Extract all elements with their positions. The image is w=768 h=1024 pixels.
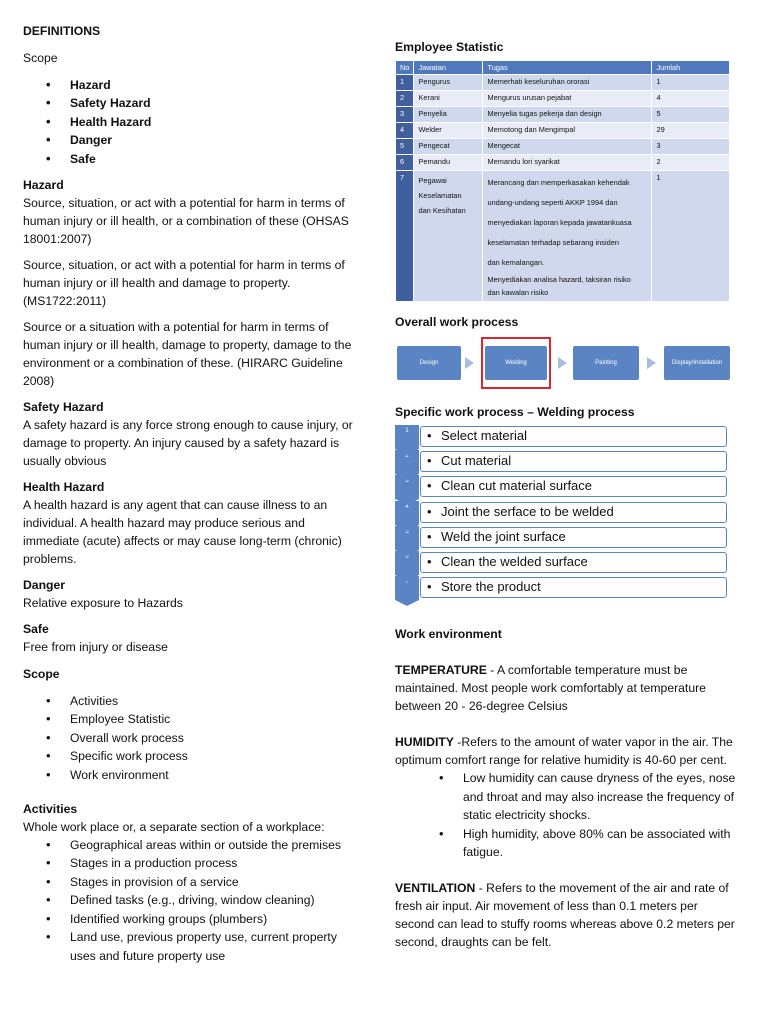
table-row (396, 123, 730, 139)
cell-line: dan kawalan risiko (487, 288, 549, 297)
cell-jumlah: 5 (652, 107, 730, 123)
list-item: • Danger (70, 131, 363, 149)
humidity-label: HUMIDITY (395, 735, 454, 750)
step-label: • Store the product (420, 577, 727, 598)
work-environment-title: Work environment (395, 627, 502, 642)
overall-work-process-title: Overall work process (395, 315, 519, 329)
header-no: No (396, 61, 414, 75)
arrow-right-icon (558, 357, 567, 369)
step-number: 1 (395, 425, 419, 449)
process-step-display: Display/Installation (664, 346, 730, 380)
list-item: • Specific work process (70, 747, 363, 765)
right-column (395, 38, 740, 951)
cell-jumlah: 29 (652, 123, 730, 139)
list-item: • Health Hazard (70, 113, 363, 131)
table-row (396, 75, 730, 91)
list-item (395, 450, 740, 475)
humidity-paragraph (395, 733, 740, 769)
hazard-definition-2: Source, situation, or act with a potential for harm in terms of human injury or ill health and damage to property. (MS1722:2011) (23, 258, 345, 309)
cell-tugas: Memotong dan Mengimpal (483, 123, 652, 139)
temperature-paragraph (395, 661, 740, 715)
cell-no: 3 (396, 107, 414, 123)
cell-jumlah: 1 (652, 75, 730, 91)
hazard-title: Hazard (23, 178, 64, 193)
cell-tugas (483, 171, 652, 302)
scope2-list (23, 692, 363, 784)
table-row (396, 171, 730, 302)
list-item (395, 526, 740, 551)
arrow-right-icon (465, 357, 474, 369)
cell-jumlah: 3 (652, 139, 730, 155)
cell-no: 2 (396, 91, 414, 107)
employee-statistic-title: Employee Statistic (395, 40, 504, 54)
list-item: • Work environment (70, 766, 363, 784)
list-item: • High humidity, above 80% can be associated with fatigue. (463, 825, 740, 862)
step-label: • Clean cut material surface (420, 476, 727, 497)
cell-line: Keselamatan (418, 191, 462, 200)
step-number: 2 (395, 450, 419, 474)
specific-work-process-title: Specific work process – Welding process (395, 405, 635, 419)
cell-tugas: Mengecat (483, 139, 652, 155)
list-item: • Safe (70, 150, 363, 168)
safety-hazard-title: Safety Hazard (23, 400, 104, 415)
cell-jawatan (414, 171, 483, 302)
cell-line: Menyediakan analisa hazard, taksiran risiko (487, 275, 631, 284)
danger-text: Relative exposure to Hazards (23, 596, 183, 611)
cell-no: 7 (396, 171, 414, 302)
table-row (396, 139, 730, 155)
step-number: 7 (395, 576, 419, 600)
list-item: • Low humidity can cause dryness of the eyes, nose and throat and may also increase the frequency of static electricity shocks. (463, 769, 740, 824)
scope-title: Scope (23, 51, 58, 65)
list-item: • Safety Hazard (70, 94, 363, 112)
cell-tugas: Menyelia tugas pekerja dan design (483, 107, 652, 123)
step-label: • Select material (420, 426, 727, 447)
activities-title: Activities (23, 802, 78, 817)
cell-line: Pegawai (418, 176, 447, 185)
cell-no: 6 (396, 155, 414, 171)
cell-line: dan Kesihatan (418, 206, 466, 215)
cell-jawatan: Penyelia (414, 107, 483, 123)
arrow-right-icon (647, 357, 656, 369)
cell-line: keselamatan terhadap sebarang insiden (487, 238, 619, 247)
ventilation-paragraph (395, 879, 740, 951)
humidity-list (395, 769, 740, 861)
list-item: • Land use, previous property use, current property uses and future property use (70, 928, 363, 965)
hazard-definition-1: Source, situation, or act with a potential for harm in terms of human injury or ill health, or a combination of these (OHSAS 18001:2007) (23, 196, 349, 247)
process-step-painting: Painting (573, 346, 639, 380)
cell-jumlah: 4 (652, 91, 730, 107)
cell-line: dan kemalangan. (487, 258, 545, 267)
hazard-definition-3: Source or a situation with a potential for harm in terms of human injury or ill health, damage to property, damage to the environment or a combination of these. (HIRARC Guideline 2008) (23, 320, 352, 389)
ventilation-label: VENTILATION (395, 881, 476, 896)
list-item: • Activities (70, 692, 363, 710)
table-header-row (396, 61, 730, 75)
health-hazard-title: Health Hazard (23, 480, 105, 495)
danger-title: Danger (23, 578, 65, 593)
humidity-text: -Refers to the amount of water vapor in the air. The optimum comfort range for relative humidity is 40-60 per cent. (395, 735, 733, 768)
safety-hazard-text: A safety hazard is any force strong enough to cause injury, or damage to property. An injury caused by a safety hazard is usually obvious (23, 418, 353, 469)
header-jumlah: Jumlah (652, 61, 730, 75)
scope2-title: Scope (23, 667, 60, 682)
step-label: • Clean the welded surface (420, 552, 727, 573)
cell-tugas: Memandu lori syarikat (483, 155, 652, 171)
definitions-title: DEFINITIONS (23, 24, 101, 38)
health-hazard-text: A health hazard is any agent that can cause illness to an individual. A health hazard may produce serious and immediate (acute) affects or may cause long-term (chronic) problems. (23, 498, 342, 567)
cell-jawatan: Pengecat (414, 139, 483, 155)
welding-steps (395, 425, 740, 601)
activities-list (23, 836, 363, 965)
cell-line: Merancang dan memperkasakan kehendak (487, 178, 630, 187)
employee-table (395, 60, 730, 302)
cell-jawatan: Kerani (414, 91, 483, 107)
cell-jawatan: Pemandu (414, 155, 483, 171)
cell-jawatan: Welder (414, 123, 483, 139)
step-number: 3 (395, 475, 419, 499)
left-column (23, 22, 363, 965)
cell-tugas: Mengurus urusan pejabat (483, 91, 652, 107)
scope-list (23, 76, 363, 168)
list-item: • Stages in a production process (70, 854, 363, 872)
list-item (395, 425, 740, 450)
step-label: • Joint the serface to be welded (420, 502, 727, 523)
cell-jawatan: Pengurus (414, 75, 483, 91)
table-row (396, 91, 730, 107)
list-item: • Overall work process (70, 729, 363, 747)
step-number: 6 (395, 551, 419, 575)
list-item (395, 501, 740, 526)
list-item: • Identified working groups (plumbers) (70, 910, 363, 928)
overall-process-diagram (395, 337, 740, 395)
table-row (396, 107, 730, 123)
list-item (395, 551, 740, 576)
table-row (396, 155, 730, 171)
step-number: 5 (395, 526, 419, 550)
safe-title: Safe (23, 622, 49, 637)
process-step-design: Design (397, 346, 461, 380)
ventilation-text: - Refers to the movement of the air and rate of fresh air input. Air movement of less than 0.1 meters per second can lead to stuffy rooms whereas above 0.2 meters per second, draughts can be felt. (395, 881, 735, 950)
temperature-text: - A comfortable temperature must be maintained. Most people work comfortably at temperature between 20 - 26-degree Celsius (395, 663, 706, 714)
safe-text: Free from injury or disease (23, 640, 168, 655)
list-item (395, 475, 740, 500)
cell-jumlah: 2 (652, 155, 730, 171)
list-item (395, 576, 740, 601)
cell-no: 5 (396, 139, 414, 155)
cell-line: menyediakan laporan kepada jawatankuasa (487, 218, 632, 227)
cell-tugas: Memerhati keseluruhan ororasi (483, 75, 652, 91)
step-number: 4 (395, 501, 419, 525)
cell-no: 1 (396, 75, 414, 91)
list-item: • Geographical areas within or outside the premises (70, 836, 363, 854)
list-item: • Defined tasks (e.g., driving, window cleaning) (70, 891, 363, 909)
step-label: • Cut material (420, 451, 727, 472)
list-item: • Hazard (70, 76, 363, 94)
list-item: • Stages in provision of a service (70, 873, 363, 891)
step-label: • Weld the joint surface (420, 527, 727, 548)
header-tugas: Tugas (483, 61, 652, 75)
temperature-label: TEMPERATURE (395, 663, 487, 678)
cell-no: 4 (396, 123, 414, 139)
activities-intro: Whole work place or, a separate section of a workplace: (23, 820, 325, 835)
cell-jumlah: 1 (652, 171, 730, 302)
list-item: • Employee Statistic (70, 710, 363, 728)
cell-line: undang-undang seperti AKKP 1994 dan (487, 198, 618, 207)
header-jawatan: Jawatan (414, 61, 483, 75)
process-step-welding: Welding (485, 346, 547, 380)
highlight-box (481, 337, 551, 389)
